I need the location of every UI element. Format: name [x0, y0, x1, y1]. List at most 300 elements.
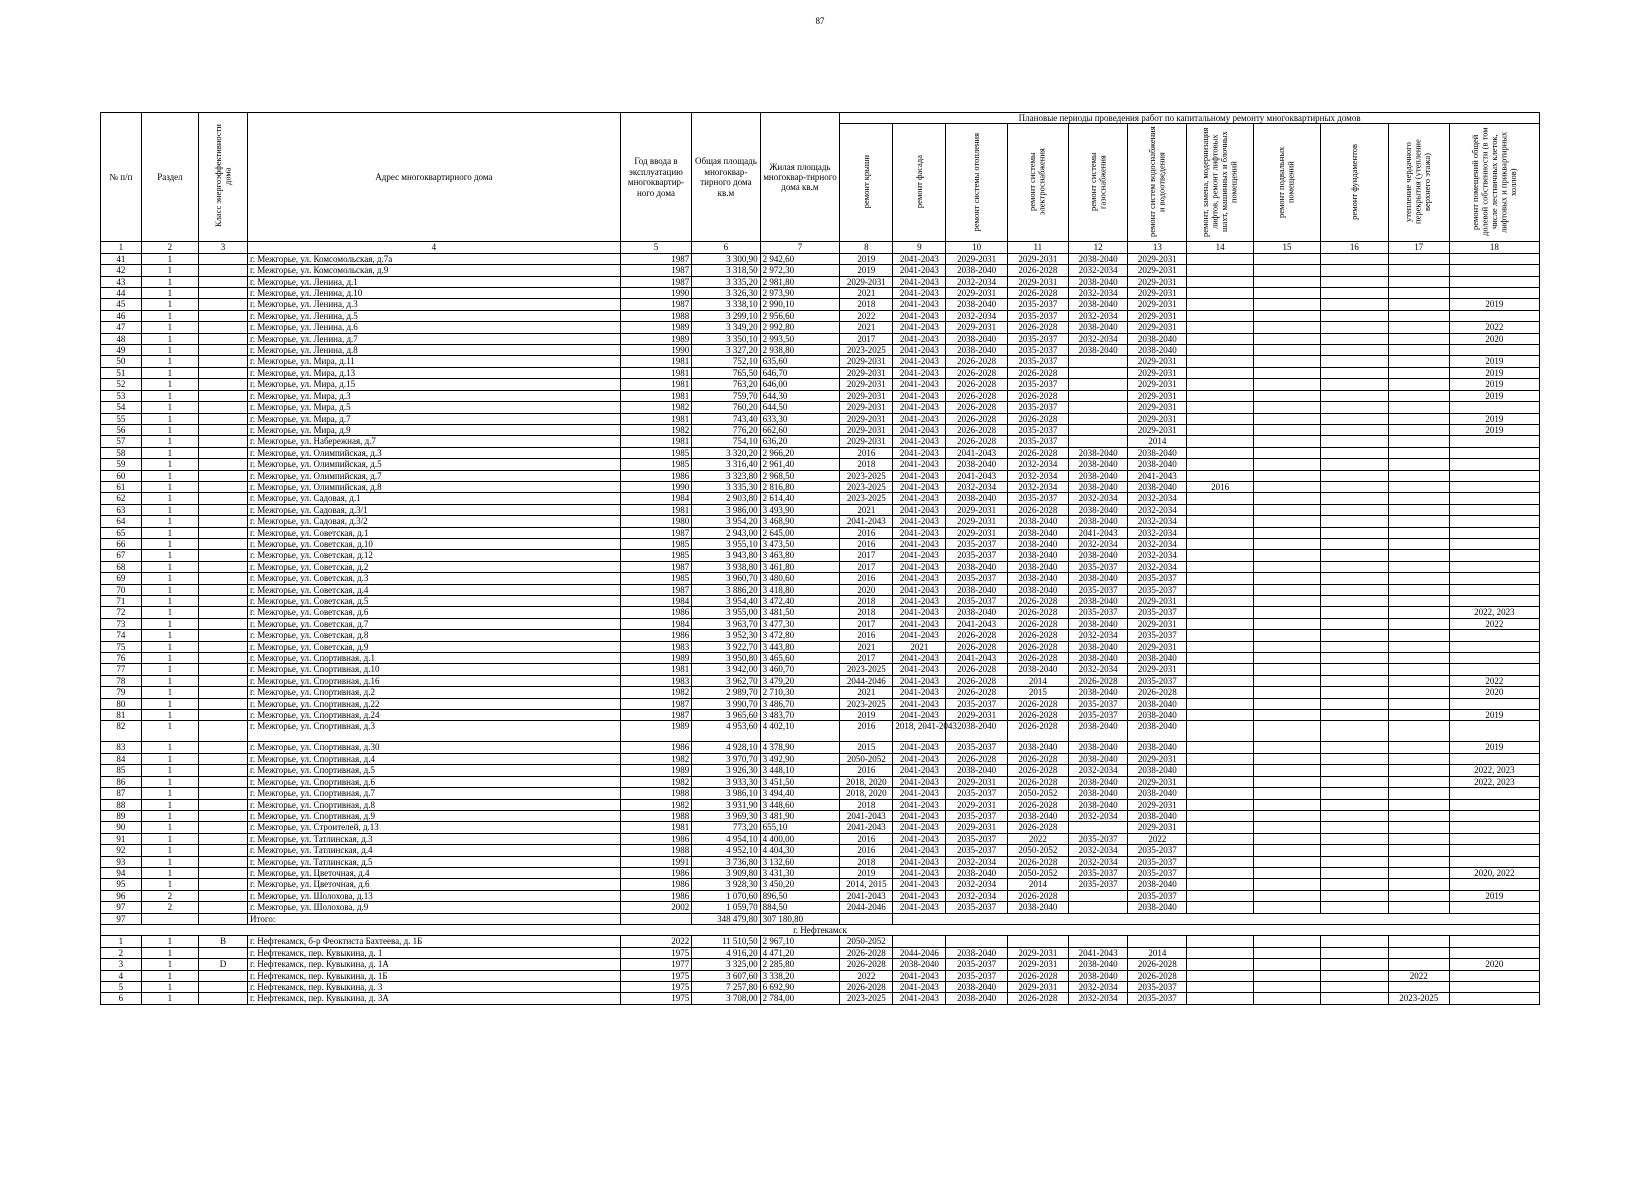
table-cell	[199, 493, 248, 504]
table-cell: 4 954,10	[692, 833, 760, 844]
table-cell: 88	[101, 799, 142, 810]
table-cell: 1	[141, 742, 198, 753]
table-cell: 1	[141, 982, 198, 993]
table-cell: 3 928,30	[692, 879, 760, 890]
table-cell: 74	[101, 630, 142, 641]
table-cell: 2041-2043	[893, 459, 946, 470]
table-cell: 1982	[620, 402, 691, 413]
table-row	[101, 993, 1540, 1004]
table-cell	[1449, 698, 1539, 709]
table-cell: 2026-2028	[1007, 721, 1068, 742]
table-cell: 2038-2040	[946, 982, 1007, 993]
table-cell: 2022	[840, 970, 893, 981]
table-cell: 2041-2043	[893, 822, 946, 833]
table-cell: 2029-2031	[946, 516, 1007, 527]
table-cell: 3 448,10	[760, 765, 840, 776]
table-row	[101, 721, 1540, 742]
table-cell: 3	[101, 959, 142, 970]
table-cell: 1987	[620, 584, 691, 595]
table-cell	[946, 936, 1007, 947]
table-cell: 87	[101, 788, 142, 799]
table-cell: 2019	[1449, 379, 1539, 390]
table-cell: 3 708,00	[692, 993, 760, 1004]
table-cell: 1986	[620, 470, 691, 481]
table-cell: г. Межгорье, ул. Татлинская, д.4	[248, 845, 621, 856]
table-cell: 2050-2052	[840, 936, 893, 947]
table-cell	[1321, 641, 1388, 652]
table-cell	[1449, 799, 1539, 810]
table-cell: 2020	[1449, 687, 1539, 698]
table-cell: 2 956,60	[760, 310, 840, 321]
table-cell: 2029-2031	[1128, 265, 1187, 276]
table-cell: 2038-2040	[1068, 253, 1127, 264]
table-cell	[199, 867, 248, 878]
table-cell	[199, 856, 248, 867]
table-cell: г. Межгорье, ул. Ленина, д.1	[248, 276, 621, 287]
table-cell: 763,20	[692, 379, 760, 390]
table-cell	[1187, 436, 1253, 447]
table-cell	[1388, 845, 1449, 856]
column-number-cell: 14	[1187, 242, 1253, 253]
table-cell	[199, 810, 248, 821]
table-cell	[1253, 618, 1320, 629]
table-row	[101, 367, 1540, 378]
table-cell: 2038-2040	[1068, 322, 1127, 333]
table-cell: 1	[141, 459, 198, 470]
table-cell: 1	[141, 641, 198, 652]
table-row	[101, 459, 1540, 470]
table-cell: 884,50	[760, 902, 840, 913]
table-cell: 5	[101, 982, 142, 993]
table-cell: 2016	[840, 721, 893, 742]
table-cell: 2041-2043	[893, 799, 946, 810]
table-cell: 3 323,80	[692, 470, 760, 481]
table-cell: 1975	[620, 947, 691, 958]
table-cell: 2035-2037	[1128, 573, 1187, 584]
table-cell: 1	[141, 765, 198, 776]
table-cell: 2038-2040	[1068, 788, 1127, 799]
table-cell: 2 710,30	[760, 687, 840, 698]
table-cell	[1321, 356, 1388, 367]
table-cell: 2023-2025	[1388, 993, 1449, 1004]
column-number-cell: 1	[101, 242, 142, 253]
table-cell	[1253, 356, 1320, 367]
table-cell: 3 431,30	[760, 867, 840, 878]
table-cell: 2021	[840, 641, 893, 652]
table-cell: 2038-2040	[946, 493, 1007, 504]
table-cell: 1986	[620, 890, 691, 901]
table-cell	[1388, 982, 1449, 993]
col-header-total-area: Общая площадь многоквар-тирного дома кв.м	[692, 113, 760, 242]
table-cell: 2038-2040	[1128, 333, 1187, 344]
table-cell: 896,50	[760, 890, 840, 901]
table-cell: 1	[141, 345, 198, 356]
table-cell: 2032-2034	[1068, 765, 1127, 776]
table-row	[101, 322, 1540, 333]
table-cell	[1449, 345, 1539, 356]
table-cell: 3 326,30	[692, 288, 760, 299]
table-cell: 2038-2040	[1128, 810, 1187, 821]
table-cell: г. Межгорье, ул. Садовая, д.3/1	[248, 504, 621, 515]
table-cell: г. Межгорье, ул. Татлинская, д.5	[248, 856, 621, 867]
table-cell: 1 070,60	[692, 890, 760, 901]
table-cell	[1388, 607, 1449, 618]
table-cell: г. Межгорье, ул. Ленина, д.6	[248, 322, 621, 333]
table-row	[101, 253, 1540, 264]
table-cell	[199, 276, 248, 287]
table-cell: 51	[101, 367, 142, 378]
table-cell	[1449, 516, 1539, 527]
table-cell: 2038-2040	[946, 993, 1007, 1004]
table-cell: г. Межгорье, ул. Набережная, д.7	[248, 436, 621, 447]
table-cell	[1253, 810, 1320, 821]
table-cell	[1449, 481, 1539, 492]
table-cell: 1	[141, 879, 198, 890]
table-cell	[1187, 299, 1253, 310]
table-cell	[1388, 253, 1449, 264]
column-number-cell: 11	[1007, 242, 1068, 253]
table-cell	[1321, 299, 1388, 310]
table-cell: 662,60	[760, 424, 840, 435]
table-cell: 2016	[840, 447, 893, 458]
table-cell: 2023-2025	[840, 993, 893, 1004]
table-row	[101, 516, 1540, 527]
table-cell: г. Межгорье, ул. Советская, д.8	[248, 630, 621, 641]
table-cell	[1321, 845, 1388, 856]
table-cell: 3 325,00	[692, 959, 760, 970]
table-cell: 2 981,80	[760, 276, 840, 287]
table-cell: 2026-2028	[1007, 367, 1068, 378]
table-cell: 56	[101, 424, 142, 435]
table-cell: 2041-2043	[893, 664, 946, 675]
table-cell: 2 903,80	[692, 493, 760, 504]
table-cell: 1983	[620, 675, 691, 686]
table-cell	[1187, 504, 1253, 515]
table-cell: 2035-2037	[946, 810, 1007, 821]
table-cell: 2019	[1449, 710, 1539, 721]
table-cell: 2041-2043	[893, 356, 946, 367]
table-cell: 3 963,70	[692, 618, 760, 629]
table-cell: 82	[101, 721, 142, 742]
table-cell: 1975	[620, 993, 691, 1004]
table-row	[101, 959, 1540, 970]
table-cell	[1449, 947, 1539, 958]
table-cell	[1253, 879, 1320, 890]
table-cell	[1187, 493, 1253, 504]
table-cell: 2029-2031	[1128, 299, 1187, 310]
table-cell: 2038-2040	[1068, 721, 1127, 742]
table-cell: 1989	[620, 653, 691, 664]
table-cell	[1187, 367, 1253, 378]
col-header-heating: ремонт системы отопления	[946, 124, 1007, 242]
table-cell: 2029-2031	[1128, 753, 1187, 764]
table-cell: 1990	[620, 288, 691, 299]
table-cell	[1068, 413, 1127, 424]
table-cell: г. Межгорье, ул. Советская, д.12	[248, 550, 621, 561]
table-cell	[199, 833, 248, 844]
table-cell: 2041-2043	[893, 698, 946, 709]
table-cell: 1982	[620, 424, 691, 435]
table-cell	[1449, 902, 1539, 913]
table-cell: г. Межгорье, ул. Мира, д.7	[248, 413, 621, 424]
table-cell	[199, 982, 248, 993]
table-cell: 2018, 2020	[840, 788, 893, 799]
table-cell	[1253, 742, 1320, 753]
table-cell: 50	[101, 356, 142, 367]
table-cell: 2038-2040	[1128, 788, 1187, 799]
table-cell	[1321, 867, 1388, 878]
table-cell	[1388, 765, 1449, 776]
table-row	[101, 845, 1540, 856]
table-cell: 2032-2034	[946, 879, 1007, 890]
table-cell	[1253, 288, 1320, 299]
table-cell	[1187, 379, 1253, 390]
table-cell: 2035-2037	[1068, 879, 1127, 890]
table-cell: 1	[141, 265, 198, 276]
table-cell	[199, 630, 248, 641]
table-cell: 2041-2043	[893, 265, 946, 276]
table-cell: 1	[141, 322, 198, 333]
table-cell	[1187, 561, 1253, 572]
table-cell: 76	[101, 653, 142, 664]
table-cell	[1321, 630, 1388, 641]
table-cell	[1321, 470, 1388, 481]
table-cell: 2041-2043	[840, 822, 893, 833]
table-cell: 79	[101, 687, 142, 698]
section-row	[101, 924, 1540, 935]
table-cell	[1253, 902, 1320, 913]
table-row	[101, 573, 1540, 584]
table-cell	[199, 470, 248, 481]
table-cell: 4 953,60	[692, 721, 760, 742]
table-cell: 2026-2028	[1007, 710, 1068, 721]
table-cell	[1449, 982, 1539, 993]
table-cell: 45	[101, 299, 142, 310]
table-cell: 2029-2031	[840, 402, 893, 413]
table-cell: 1	[141, 390, 198, 401]
table-cell: г. Межгорье, ул. Ленина, д.5	[248, 310, 621, 321]
table-cell: 3 955,10	[692, 538, 760, 549]
table-cell: 2041-2043	[893, 765, 946, 776]
table-cell: 2041-2043	[893, 413, 946, 424]
table-cell: 3 486,70	[760, 698, 840, 709]
table-cell: 2041-2043	[893, 788, 946, 799]
table-cell	[1388, 356, 1449, 367]
table-cell	[1187, 527, 1253, 538]
table-cell: 2035-2037	[946, 698, 1007, 709]
table-row	[101, 902, 1540, 913]
table-cell: 2038-2040	[1068, 641, 1127, 652]
table-cell: 2019	[1449, 413, 1539, 424]
table-cell: 2019	[1449, 367, 1539, 378]
table-cell	[1253, 367, 1320, 378]
table-cell	[1321, 345, 1388, 356]
table-cell: 1989	[620, 322, 691, 333]
total-num: 97	[101, 913, 142, 924]
table-row	[101, 356, 1540, 367]
table-row	[101, 879, 1540, 890]
table-cell: 4 471,20	[760, 947, 840, 958]
table-cell: 2029-2031	[946, 710, 1007, 721]
table-cell	[1253, 970, 1320, 981]
table-row	[101, 664, 1540, 675]
table-cell: 3 443,80	[760, 641, 840, 652]
table-cell: 1	[141, 810, 198, 821]
table-cell: 2023-2025	[840, 493, 893, 504]
table-cell	[1068, 436, 1127, 447]
table-cell	[199, 504, 248, 515]
table-cell	[1187, 698, 1253, 709]
table-cell	[1068, 379, 1127, 390]
table-cell	[1187, 470, 1253, 481]
table-cell: 1975	[620, 970, 691, 981]
table-cell	[1321, 902, 1388, 913]
table-cell: г. Нефтекамск, пер. Кувыкина, д. 3А	[248, 993, 621, 1004]
table-cell: 2022, 2023	[1449, 776, 1539, 787]
table-cell: 2026-2028	[1007, 630, 1068, 641]
table-cell	[1253, 538, 1320, 549]
table-cell: 2019	[840, 867, 893, 878]
table-cell: 2032-2034	[1068, 310, 1127, 321]
table-cell: 3 950,80	[692, 653, 760, 664]
table-cell: 2029-2031	[946, 253, 1007, 264]
table-cell: г. Межгорье, ул. Спортивная, д.1	[248, 653, 621, 664]
table-cell: 2018	[840, 459, 893, 470]
table-cell: 2035-2037	[1007, 345, 1068, 356]
table-cell: г. Межгорье, ул. Мира, д.15	[248, 379, 621, 390]
column-number-cell: 17	[1388, 242, 1449, 253]
table-cell: 2041-2043	[893, 253, 946, 264]
table-cell	[1321, 947, 1388, 958]
table-cell: 2026-2028	[1007, 265, 1068, 276]
table-cell: 2026-2028	[946, 402, 1007, 413]
table-cell: 1989	[620, 765, 691, 776]
table-cell: 3 886,20	[692, 584, 760, 595]
table-cell: 1	[141, 561, 198, 572]
table-cell	[1449, 447, 1539, 458]
table-cell: 2038-2040	[1068, 276, 1127, 287]
table-cell	[199, 345, 248, 356]
table-cell: 3 943,80	[692, 550, 760, 561]
table-cell: 3 909,80	[692, 867, 760, 878]
table-cell	[199, 607, 248, 618]
table-cell: 69	[101, 573, 142, 584]
table-cell	[199, 596, 248, 607]
table-cell	[1388, 742, 1449, 753]
table-cell: 2041-2043	[893, 845, 946, 856]
table-cell: 2038-2040	[946, 561, 1007, 572]
table-cell	[893, 936, 946, 947]
table-cell: 2017	[840, 653, 893, 664]
table-cell: г. Межгорье, ул. Советская, д.6	[248, 607, 621, 618]
table-cell: 1987	[620, 253, 691, 264]
table-cell	[1449, 596, 1539, 607]
table-cell: г. Межгорье, ул. Садовая, д.3/2	[248, 516, 621, 527]
table-cell: 1	[141, 288, 198, 299]
table-cell: 4 928,10	[692, 742, 760, 753]
table-cell: 3 300,90	[692, 253, 760, 264]
table-cell: 1	[141, 867, 198, 878]
table-cell: 2041-2043	[893, 481, 946, 492]
table-cell: 2029-2031	[1128, 424, 1187, 435]
table-cell	[1321, 459, 1388, 470]
table-cell: 2041-2043	[893, 288, 946, 299]
table-cell: 1	[141, 776, 198, 787]
table-cell: 2029-2031	[1128, 402, 1187, 413]
table-cell	[1253, 561, 1320, 572]
table-cell	[1321, 993, 1388, 1004]
table-cell	[1187, 765, 1253, 776]
table-cell	[1321, 310, 1388, 321]
table-cell: 2 816,80	[760, 481, 840, 492]
table-cell: г. Межгорье, ул. Советская, д.2	[248, 561, 621, 572]
table-cell: 2032-2034	[1068, 810, 1127, 821]
table-cell: 1981	[620, 413, 691, 424]
table-cell: 1	[141, 584, 198, 595]
table-cell	[1321, 936, 1388, 947]
table-cell: 48	[101, 333, 142, 344]
table-cell: 46	[101, 310, 142, 321]
table-cell	[1253, 322, 1320, 333]
table-cell	[1253, 379, 1320, 390]
table-cell	[1388, 822, 1449, 833]
table-cell: 2038-2040	[1128, 902, 1187, 913]
table-cell: 2026-2028	[946, 379, 1007, 390]
table-cell	[1388, 504, 1449, 515]
table-cell: 2041-2043	[1068, 947, 1127, 958]
table-cell	[1388, 890, 1449, 901]
table-cell: 2029-2031	[1128, 253, 1187, 264]
table-cell: г. Межгорье, ул. Татлинская, д.3	[248, 833, 621, 844]
table-cell: 2026-2028	[946, 367, 1007, 378]
table-cell	[1388, 947, 1449, 958]
table-cell: 90	[101, 822, 142, 833]
table-cell: 2035-2037	[946, 902, 1007, 913]
table-cell	[1388, 721, 1449, 742]
table-cell: 2029-2031	[1007, 947, 1068, 958]
table-cell	[1449, 630, 1539, 641]
table-cell: 2018	[840, 299, 893, 310]
table-cell	[1388, 753, 1449, 764]
table-cell	[1388, 299, 1449, 310]
table-cell: г. Межгорье, ул. Олимпийская, д.8	[248, 481, 621, 492]
table-cell: 2041-2043	[893, 890, 946, 901]
table-cell: 2035-2037	[946, 788, 1007, 799]
table-cell: 2035-2037	[1007, 493, 1068, 504]
table-cell: 1986	[620, 607, 691, 618]
table-cell: 1	[141, 493, 198, 504]
table-cell: 2035-2037	[1068, 607, 1127, 618]
table-cell	[1253, 630, 1320, 641]
table-cell: 2029-2031	[1128, 310, 1187, 321]
table-cell: 3 922,70	[692, 641, 760, 652]
table-cell	[1187, 653, 1253, 664]
table-cell: 644,30	[760, 390, 840, 401]
table-body	[101, 242, 1540, 1004]
table-cell: 1988	[620, 845, 691, 856]
table-row	[101, 890, 1540, 901]
table-cell: 3 986,10	[692, 788, 760, 799]
table-cell: 2019	[1449, 299, 1539, 310]
table-cell: 3 463,80	[760, 550, 840, 561]
table-row	[101, 970, 1540, 981]
column-number-row	[101, 242, 1540, 253]
table-cell: 2038-2040	[1007, 584, 1068, 595]
table-cell: 2041-2043	[946, 470, 1007, 481]
table-cell: г. Межгорье, ул. Садовая, д.1	[248, 493, 621, 504]
table-cell	[1187, 573, 1253, 584]
column-number-cell: 15	[1253, 242, 1320, 253]
